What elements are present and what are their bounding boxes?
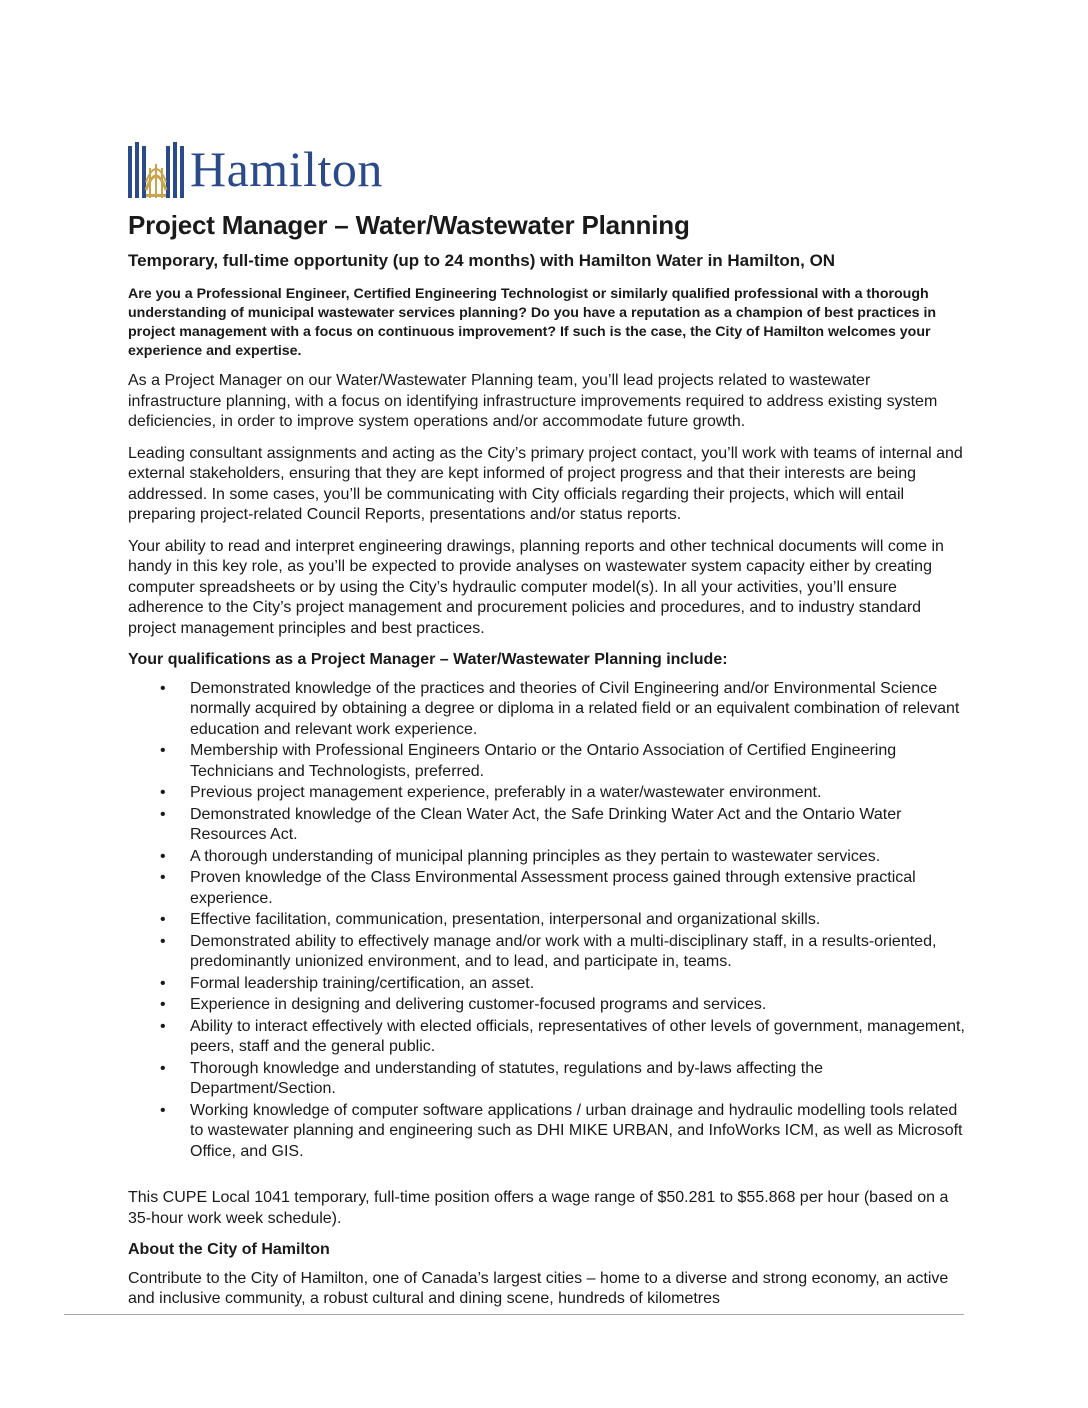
bullet-icon: • <box>160 847 166 865</box>
wage-paragraph: This CUPE Local 1041 temporary, full-time position offers a wage range of $50.281 to $55.868 per hour (based on a 35-hour work week schedule). <box>128 1189 949 1227</box>
hamilton-logo <box>128 136 968 198</box>
document-content <box>128 136 968 1321</box>
list-item <box>128 910 968 931</box>
list-item-text: Thorough knowledge and understanding of statutes, regulations and by-laws affecting the Department/Section. <box>190 1059 824 1097</box>
bullet-icon: • <box>160 1059 166 1077</box>
list-item-text: Membership with Professional Engineers Ontario or the Ontario Association of Certified Engineering Technicians and Technologists, preferred. <box>190 742 897 780</box>
list-item-text: Previous project management experience, preferably in a water/wastewater environment. <box>190 784 822 801</box>
list-item <box>128 805 968 846</box>
hamilton-crest-icon <box>128 142 184 198</box>
list-item-text: Working knowledge of computer software applications / urban drainage and hydraulic modelling tools related to wastewater planning and engineering such as DHI MIKE URBAN, and InfoWorks ICM, as well as Microsoft Office, and GIS. <box>190 1101 963 1160</box>
list-item <box>128 974 968 995</box>
list-item <box>128 868 968 909</box>
about-heading: About the City of Hamilton <box>128 1241 330 1258</box>
list-item <box>128 1017 968 1058</box>
bullet-icon: • <box>160 869 166 886</box>
page-subtitle: Temporary, full-time opportunity (up to 24 months) with Hamilton Water in Hamilton, ON <box>128 251 836 270</box>
list-item-text: Demonstrated knowledge of the practices and theories of Civil Engineering and/or Environmental Science normally acquired by obtaining a degree or diploma in a related field or an equivalent combination of relevant education and relevant work experience. <box>190 679 960 738</box>
list-item <box>128 932 968 973</box>
bullet-icon: • <box>160 805 166 823</box>
about-paragraph: Contribute to the City of Hamilton, one of Canada’s largest cities – home to a diverse and strong economy, an active and inclusive community, a robust cultural and dining scene, hundreds of kilometres <box>128 1269 949 1307</box>
list-item-text: Ability to interact effectively with elected officials, representatives of other levels of government, management, peers, staff and the general public. <box>190 1017 965 1055</box>
list-item <box>128 783 968 804</box>
page-title: Project Manager – Water/Wastewater Planning <box>128 210 690 240</box>
bullet-icon: • <box>160 784 166 801</box>
list-item-text: Demonstrated ability to effectively manage and/or work with a multi-disciplinary staff, in a results-oriented, predominantly unionized environment, and to lead, and participate in, teams. <box>190 932 937 970</box>
list-item-text: Experience in designing and delivering customer-focused programs and services. <box>190 996 767 1013</box>
list-item <box>128 741 968 782</box>
footer-divider <box>64 1314 964 1315</box>
bullet-icon: • <box>160 974 166 992</box>
list-item-text: Effective facilitation, communication, presentation, interpersonal and organizational skills. <box>190 911 821 928</box>
bullet-icon: • <box>160 1101 166 1119</box>
list-item-text: Proven knowledge of the Class Environmental Assessment process gained through extensive practical experience. <box>190 869 916 907</box>
bullet-icon: • <box>160 911 166 928</box>
bullet-icon: • <box>160 996 166 1013</box>
bullet-icon: • <box>160 679 166 697</box>
list-item-text: A thorough understanding of municipal planning principles as they pertain to wastewater services. <box>190 847 881 865</box>
qualifications-heading: Your qualifications as a Project Manager – Water/Wastewater Planning include: <box>128 651 728 668</box>
bullet-icon: • <box>160 742 166 759</box>
qualifications-list <box>128 679 968 1163</box>
bullet-icon: • <box>160 1017 166 1035</box>
bullet-icon: • <box>160 932 166 950</box>
list-item <box>128 847 968 868</box>
intro-paragraph: Are you a Professional Engineer, Certified Engineering Technologist or similarly qualified professional with a thorough understanding of municipal wastewater services planning? Do you have a reputation as a champion of best practices in project management with a focus on continuous improvement? If such is the case, the City of Hamilton welcomes your experience and expertise. <box>128 286 937 359</box>
body-paragraph: Leading consultant assignments and acting as the City’s primary project contact, you’ll work with teams of internal and external stakeholders, ensuring that they are kept informed of project progress and that their interests are being addressed. In some cases, you’ll be communicating with City officials regarding their projects, which will entail preparing project-related Council Reports, presentations and/or status reports. <box>128 444 963 523</box>
body-paragraph: Your ability to read and interpret engineering drawings, planning reports and other technical documents will come in handy in this key role, as you’ll be expected to provide analyses on wastewater system capacity either by creating computer spreadsheets or by using the City’s hydraulic computer model(s). In all your activities, you’ll ensure adherence to the City’s project management and procurement policies and procedures, and to industry standard project management principles and best practices. <box>128 537 944 637</box>
list-item <box>128 1059 968 1100</box>
body-paragraph: As a Project Manager on our Water/Wastewater Planning team, you’ll lead projects related to wastewater infrastructure planning, with a focus on identifying infrastructure improvements required to address existing system deficiencies, in order to improve system operations and/or accommodate future growth. <box>128 372 938 430</box>
list-item-text: Formal leadership training/certification, an asset. <box>190 974 535 992</box>
list-item <box>128 995 968 1016</box>
list-item <box>128 1101 968 1163</box>
list-item <box>128 679 968 741</box>
logo-wordmark: Hamilton <box>190 141 383 197</box>
list-item-text: Demonstrated knowledge of the Clean Water Act, the Safe Drinking Water Act and the Ontario Water Resources Act. <box>190 805 902 843</box>
